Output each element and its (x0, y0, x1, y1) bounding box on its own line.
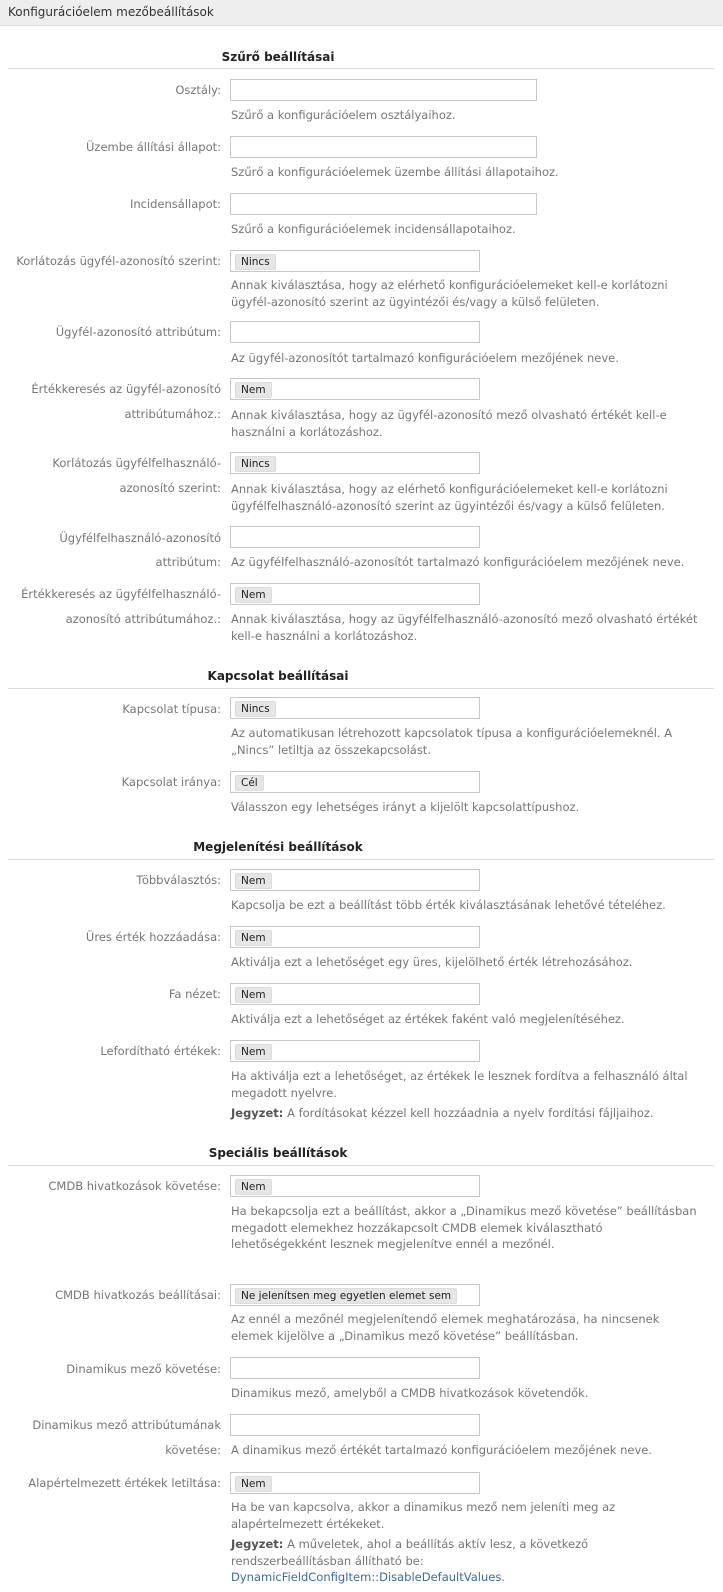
restrict-customer-id-description: Annak kiválasztása, hogy az elérhető konfigurációelemeket kell-e korlátozni ügyfél-azonosító szerint az ügyintézői és/vagy a külső felületen. (231, 278, 668, 309)
df-follow-label: Dinamikus mező követése: (66, 1362, 221, 1376)
link-type-select[interactable] (230, 697, 480, 719)
restrict-customer-id-label: Korlátozás ügyfél-azonosító szerint: (16, 254, 221, 268)
selected-value-chip: Nincs (235, 701, 276, 717)
cmdb-settings-description: Az ennél a mezőnél megjelenítendő elemek meghatározása, ha nincsenek elemek kijelölve a „Dinamikus mező követése” beállításban. (231, 1312, 660, 1343)
customer-id-attribute-label: Ügyfél-azonosító attribútum: (55, 325, 221, 339)
restrict-user-id-select[interactable] (230, 452, 480, 474)
customer-id-lookup-select[interactable] (230, 378, 480, 400)
link-type-label: Kapcsolat típusa: (122, 702, 221, 716)
section-divider (8, 688, 714, 689)
df-attribute-label-2: követése: (165, 1443, 221, 1457)
empty-value-description: Aktiválja ezt a lehetőséget egy üres, kijelölhető érték létrehozásához. (231, 955, 633, 969)
restrict-user-id-label-1: Korlátozás ügyfélfelhasználó- (52, 456, 221, 470)
customer-id-lookup-label-1: Értékkeresés az ügyfél-azonosító (31, 382, 221, 396)
selected-value-chip: Nem (235, 987, 272, 1003)
selected-value-chip: Cél (235, 775, 264, 791)
df-attribute-label-1: Dinamikus mező attribútumának (32, 1418, 221, 1432)
widget-title: Konfigurációelem mezőbeállítások (8, 5, 214, 19)
cmdb-settings-label: CMDB hivatkozás beállításai: (55, 1288, 221, 1302)
widget-header (0, 0, 723, 26)
link-direction-label: Kapcsolat iránya: (121, 775, 221, 789)
deployment-state-select[interactable] (230, 136, 537, 158)
translatable-description-text: Ha aktiválja ezt a lehetőséget, az értékek le lesznek fordítva a felhasználó által megadott nyelvre. (231, 1069, 688, 1100)
tree-view-select[interactable] (230, 983, 480, 1005)
selected-value-chip: Nem (235, 873, 272, 889)
disable-defaults-select[interactable] (230, 1472, 480, 1494)
restrict-customer-id-select[interactable] (230, 250, 480, 272)
section-divider (8, 1165, 714, 1166)
customer-id-attribute-input[interactable] (230, 321, 480, 343)
translatable-note (231, 1105, 701, 1122)
selected-value-chip: Nem (235, 587, 272, 603)
link-type-description: Az automatikusan létrehozott kapcsolatok típusa a konfigurációelemeknél. A „Nincs” letiltja az összekapcsolást. (231, 726, 673, 757)
empty-value-label: Üres érték hozzáadása: (85, 930, 221, 944)
disable-defaults-description (231, 1499, 701, 1586)
cmdb-settings-select[interactable] (230, 1284, 480, 1306)
translatable-label: Lefordítható értékek: (100, 1044, 221, 1058)
incident-state-select[interactable] (230, 193, 537, 215)
selected-value-chip: Nem (235, 382, 272, 398)
user-id-attribute-description: Az ügyfélfelhasználó-azonosítót tartalmazó konfigurációelem mezőjének neve. (231, 555, 685, 569)
selected-value-chip: Nincs (235, 456, 276, 472)
user-id-attribute-label-1: Ügyfélfelhasználó-azonosító (59, 531, 221, 545)
restrict-user-id-label-2: azonosító szerint: (119, 481, 221, 495)
multiselect-select[interactable] (230, 869, 480, 891)
disable-defaults-label: Alapértelmezett értékek letiltása: (28, 1476, 221, 1490)
selected-value-chip: Nincs (235, 254, 276, 270)
user-id-lookup-label-1: Értékkeresés az ügyfélfelhasználó- (21, 587, 221, 601)
deployment-state-label: Üzembe állítási állapot: (86, 140, 221, 154)
multiselect-description: Kapcsolja be ezt a beállítást több érték kiválasztásának lehetővé tételéhez. (231, 898, 666, 912)
selected-value-chip: Nem (235, 1044, 272, 1060)
note-end: . (501, 1570, 505, 1584)
class-label: Osztály: (175, 83, 221, 97)
customer-id-lookup-label-2: attribútumához.: (124, 407, 221, 421)
sysconfig-link[interactable]: DynamicFieldConfigItem::DisableDefaultValues (231, 1570, 502, 1584)
section-divider (8, 68, 714, 69)
df-attribute-description: A dinamikus mező értékét tartalmazó konfigurációelem mezőjének neve. (231, 1443, 653, 1457)
user-id-lookup-select[interactable] (230, 583, 480, 605)
disable-defaults-description-text: Ha be van kapcsolva, akkor a dinamikus mező nem jeleníti meg az alapértelmezett értékeket. (231, 1500, 616, 1531)
selected-value-chip: Ne jelenítsen meg egyetlen elemet sem (235, 1288, 457, 1304)
translatable-select[interactable] (230, 1040, 480, 1062)
selected-value-chip: Nem (235, 1179, 272, 1195)
cmdb-follow-label: CMDB hivatkozások követése: (48, 1179, 221, 1193)
deployment-state-description: Szűrő a konfigurációelemek üzembe állítási állapotaihoz. (231, 165, 559, 179)
selected-value-chip: Nem (235, 930, 272, 946)
disable-defaults-note (231, 1536, 701, 1586)
link-direction-select[interactable] (230, 771, 480, 793)
section-title-filter: Szűrő beállításai (221, 50, 335, 64)
tree-view-label: Fa nézet: (168, 987, 221, 1001)
class-description: Szűrő a konfigurációelem osztályaihoz. (231, 108, 456, 122)
incident-state-label: Incidensállapot: (129, 197, 221, 211)
customer-id-lookup-description: Annak kiválasztása, hogy az ügyfél-azonosító mező olvasható értékét kell-e használni a korlátozáshoz. (231, 408, 667, 439)
tree-view-description: Aktiválja ezt a lehetőséget az értékek faként való megjelenítéséhez. (231, 1012, 625, 1026)
section-title-special: Speciális beállítások (208, 1146, 348, 1160)
link-direction-description: Válasszon egy lehetséges irányt a kijelölt kapcsolattípushoz. (231, 800, 580, 814)
df-follow-description: Dinamikus mező, amelyből a CMDB hivatkozások követendők. (231, 1386, 589, 1400)
note-label: Jegyzet: (231, 1537, 284, 1551)
user-id-lookup-label-2: azonosító attribútumához.: (65, 612, 221, 626)
empty-value-select[interactable] (230, 926, 480, 948)
cmdb-follow-select[interactable] (230, 1175, 480, 1197)
class-select[interactable] (230, 79, 537, 101)
user-id-attribute-input[interactable] (230, 526, 480, 548)
multiselect-label: Többválasztós: (136, 873, 221, 887)
section-title-display: Megjelenítési beállítások (193, 840, 363, 854)
note-label: Jegyzet: (231, 1106, 284, 1120)
df-attribute-input[interactable] (230, 1414, 480, 1436)
customer-id-attribute-description: Az ügyfél-azonosítót tartalmazó konfigurációelem mezőjének neve. (231, 351, 619, 365)
note-text: A műveletek, ahol a beállítás aktív lesz, a következő rendszerbeállításban állítható be: (231, 1537, 589, 1568)
restrict-user-id-description: Annak kiválasztása, hogy az elérhető konfigurációelemeket kell-e korlátozni ügyfélfelhasználó-azonosító szerint az ügyintézői és/vagy a külső felületen. (231, 482, 668, 513)
section-divider (8, 859, 714, 860)
section-title-link: Kapcsolat beállításai (207, 669, 349, 683)
cmdb-follow-description: Ha bekapcsolja ezt a beállítást, akkor a „Dinamikus mező követése” beállításban megadott elemekhez hozzákapcsolt CMDB elemek kiválasztható lehetőségekként lesznek megjelenítve ennél a mezőnél. (231, 1204, 697, 1251)
incident-state-description: Szűrő a konfigurációelemek incidensállapotaihoz. (231, 222, 516, 236)
user-id-lookup-description: Annak kiválasztása, hogy az ügyfélfelhasználó-azonosító mező olvasható értékét kell-e használni a korlátozáshoz. (231, 612, 698, 643)
translatable-description (231, 1068, 701, 1122)
selected-value-chip: Nem (235, 1476, 272, 1492)
user-id-attribute-label-2: attribútum: (155, 555, 221, 569)
df-follow-select[interactable] (230, 1357, 480, 1379)
note-text: A fordításokat kézzel kell hozzáadnia a nyelv fordítási fájljaihoz. (287, 1106, 654, 1120)
